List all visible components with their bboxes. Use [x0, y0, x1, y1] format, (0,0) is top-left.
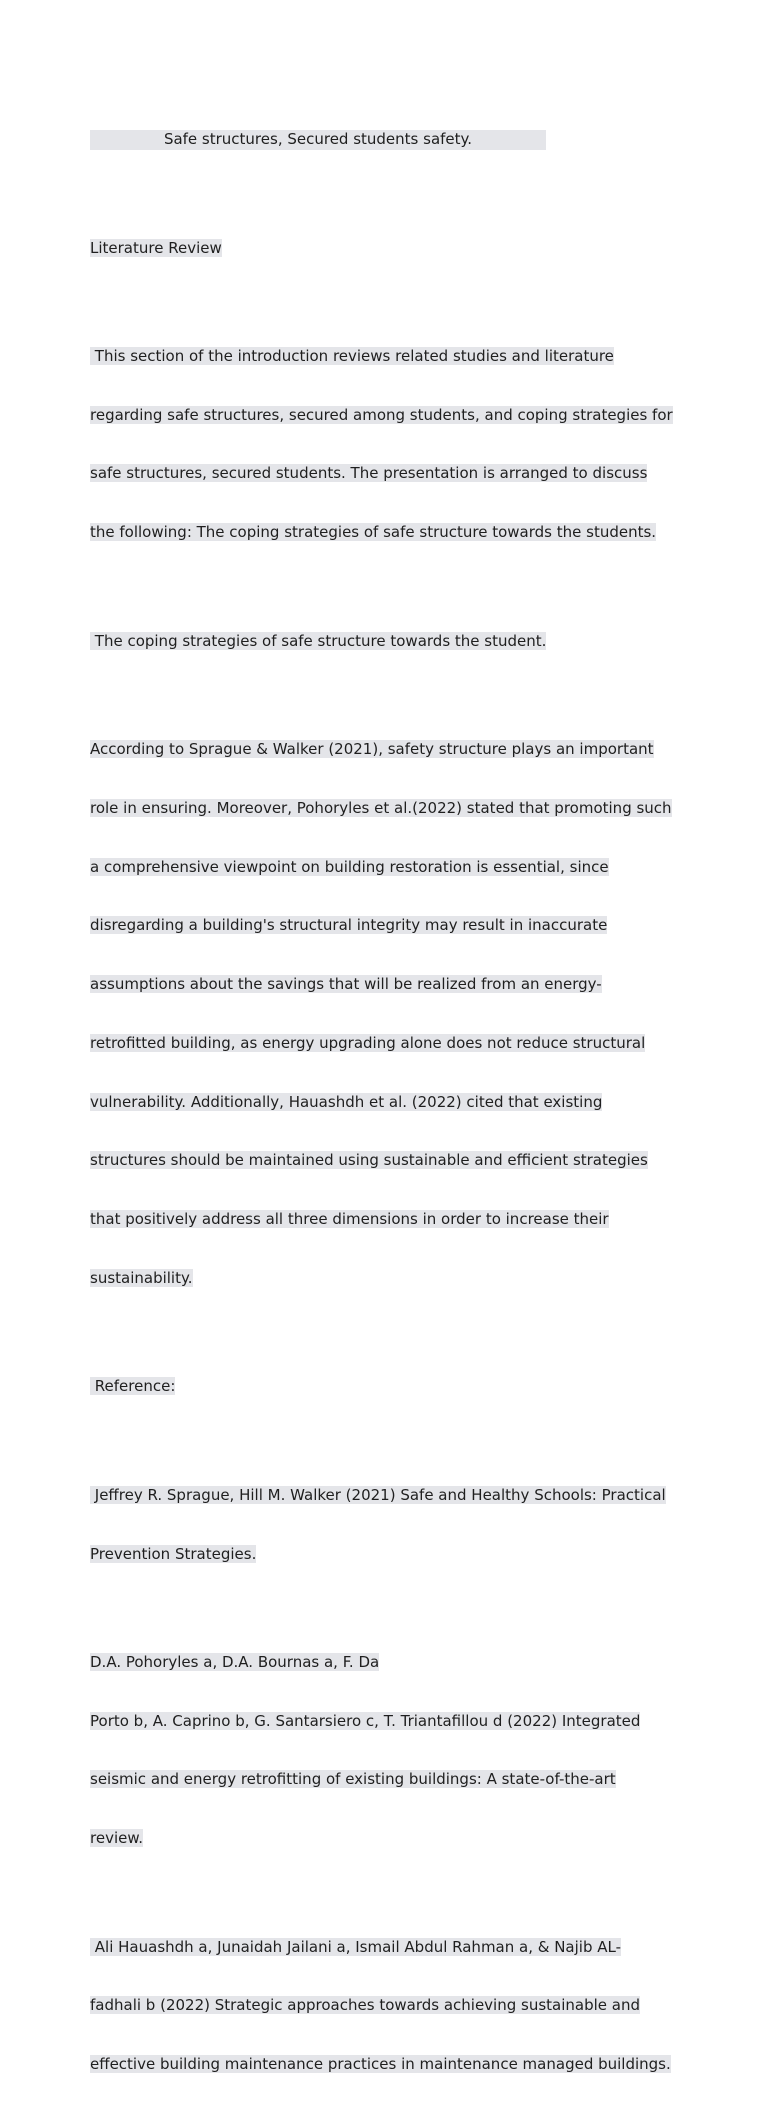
- reference-heading-text: Reference:: [90, 1377, 176, 1396]
- document-page: [90, 91, 680, 2124]
- section-heading: [90, 199, 680, 297]
- body-line: disregarding a building's structural integrity may result in inaccurate: [90, 916, 608, 935]
- intro-line: safe structures, secured students. The presentation is arranged to discuss: [90, 464, 648, 483]
- body-line: vulnerability. Additionally, Hauashdh et al. (2022) cited that existing: [90, 1092, 603, 1111]
- reference-entry: [90, 1447, 680, 1604]
- intro-paragraph: [90, 308, 680, 582]
- title-text: Safe structures, Secured students safety.: [163, 130, 473, 149]
- reference-line: fadhali b (2022) Strategic approaches towards achieving sustainable and: [90, 1996, 641, 2015]
- body-line: assumptions about the savings that will be realized from an energy-: [90, 975, 602, 994]
- body-line: According to Sprague & Walker (2021), safety structure plays an important: [90, 739, 654, 758]
- reference-entry: [90, 1898, 680, 2114]
- reference-entry: [90, 1614, 680, 1888]
- reference-line: Jeffrey R. Sprague, Hill M. Walker (2021) Safe and Healthy Schools: Practical: [90, 1485, 666, 1504]
- body-line: role in ensuring. Moreover, Pohoryles et al.(2022) stated that promoting such: [90, 798, 672, 817]
- body-line: sustainability.: [90, 1269, 193, 1287]
- reference-heading: [90, 1338, 680, 1436]
- body-line: structures should be maintained using sustainable and efficient strategies: [90, 1151, 648, 1170]
- reference-line: review.: [90, 1829, 143, 1848]
- body-line: that positively address all three dimensions in order to increase their: [90, 1210, 609, 1229]
- intro-line: This section of the introduction reviews related studies and literature: [90, 346, 614, 365]
- reference-line: Prevention Strategies.: [90, 1544, 257, 1563]
- intro-line: the following: The coping strategies of safe structure towards the students.: [90, 523, 657, 542]
- subheading-text: The coping strategies of safe structure towards the student.: [90, 631, 547, 650]
- reference-line: D.A. Pohoryles a, D.A. Bournas a, F. Da: [90, 1652, 380, 1671]
- body-line: a comprehensive viewpoint on building restoration is essential, since: [90, 857, 609, 876]
- section-heading-text: Literature Review: [90, 238, 222, 257]
- reference-line: effective building maintenance practices in maintenance managed buildings.: [90, 2055, 671, 2074]
- intro-line: regarding safe structures, secured among students, and coping strategies for: [90, 405, 673, 424]
- reference-line: seismic and energy retrofitting of existing buildings: A state-of-the-art: [90, 1770, 616, 1789]
- title-highlight: [90, 130, 546, 150]
- body-line: retrofitted building, as energy upgrading alone does not reduce structural: [90, 1033, 646, 1052]
- reference-line: Porto b, A. Caprino b, G. Santarsiero c, T. Triantafillou d (2022) Integrated: [90, 1711, 641, 1730]
- reference-line: Ali Hauashdh a, Junaidah Jailani a, Ismail Abdul Rahman a, & Najib AL-: [90, 1937, 622, 1956]
- document-title: [90, 91, 680, 189]
- body-paragraph: [90, 701, 680, 1328]
- subheading: [90, 592, 680, 690]
